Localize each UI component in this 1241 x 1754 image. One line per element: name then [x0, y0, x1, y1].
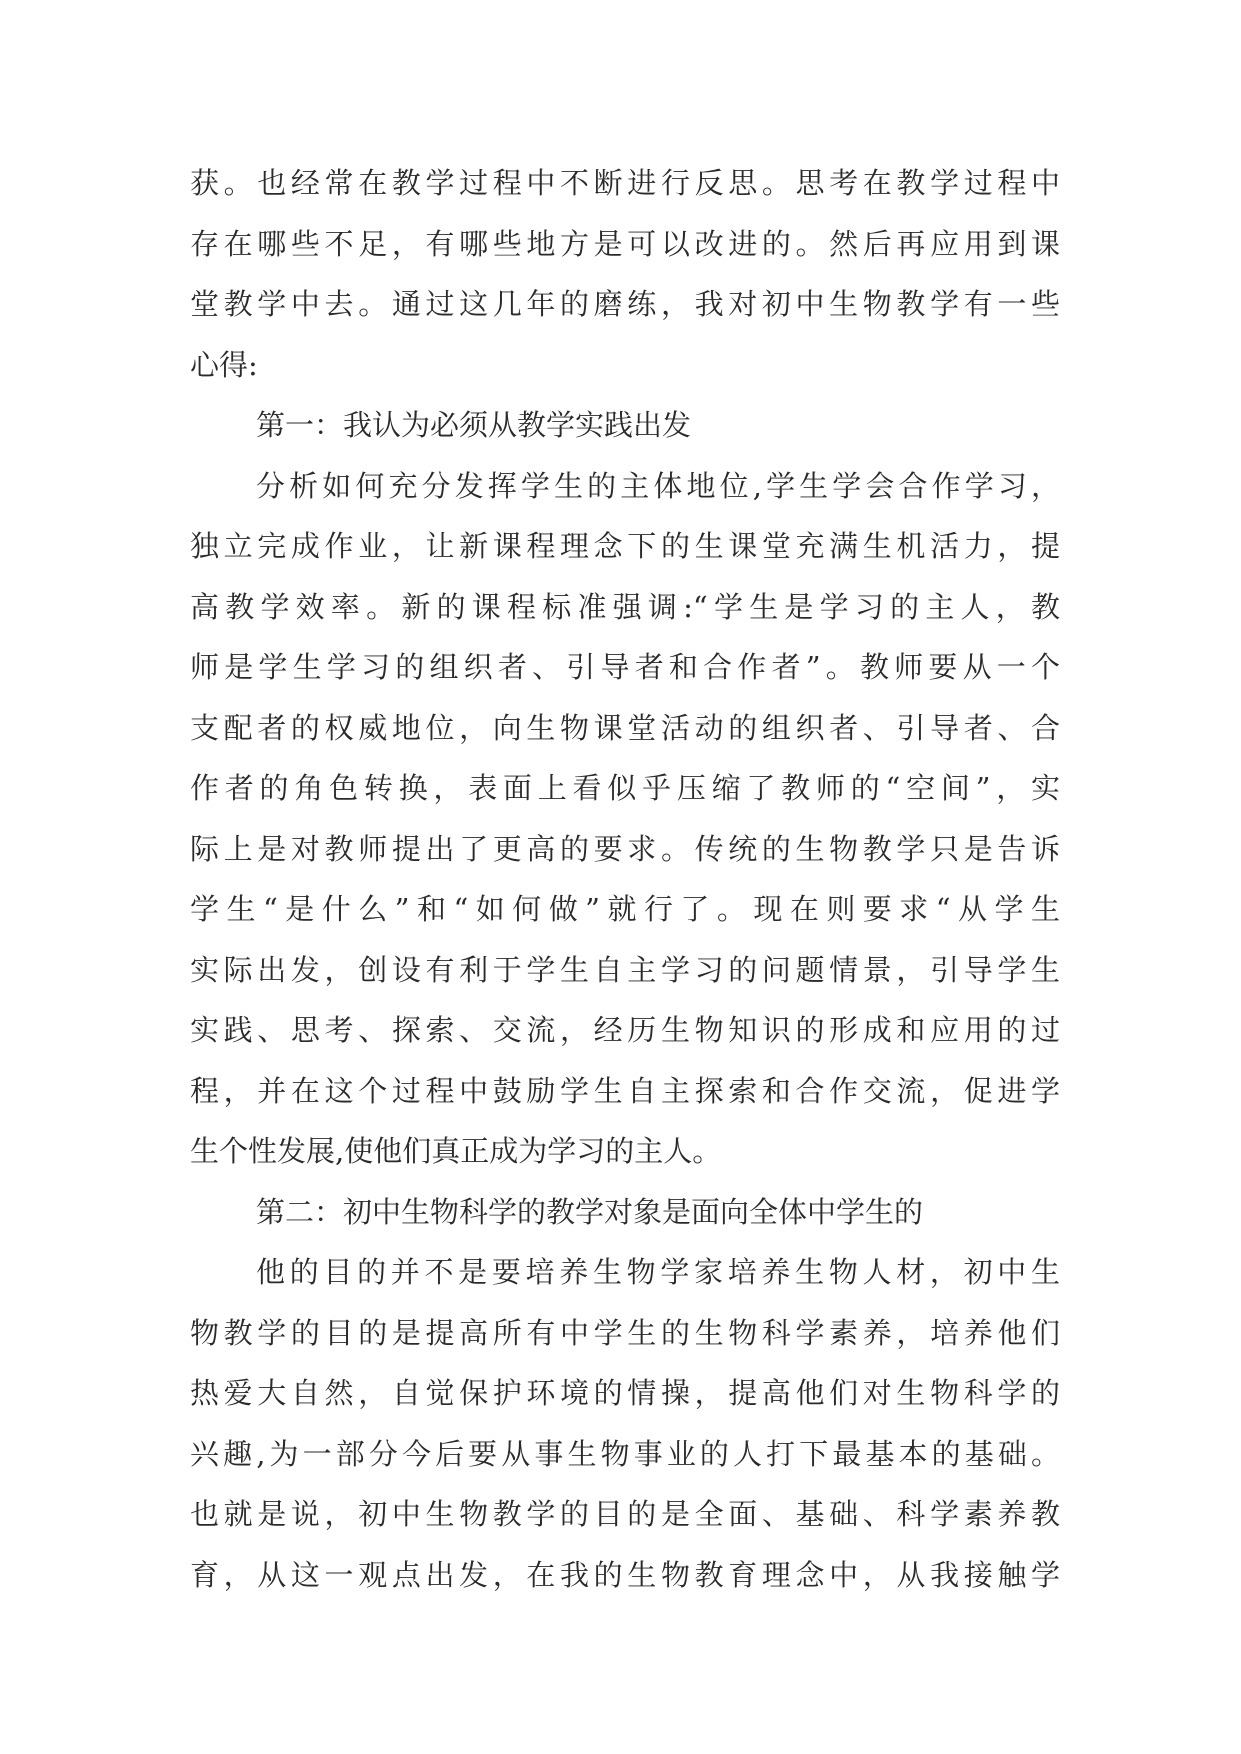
text-line: 第一：我认为必须从教学实践出发 — [256, 408, 692, 442]
document-body — [190, 153, 1060, 1605]
text-line: 程，并在这个过程中鼓励学生自主探索和合作交流，促进学 — [190, 1073, 1060, 1108]
text-line: 实际出发，创设有利于学生自主学习的问题情景，引导学生 — [190, 952, 1060, 987]
text-line: 高教学效率。新的课程标准强调:“学生是学习的主人，教 — [190, 589, 1060, 624]
text-line: 生个性发展,使他们真正成为学习的主人。 — [190, 1134, 722, 1168]
text-line: 实践、思考、探索、交流，经历生物知识的形成和应用的过 — [190, 1013, 1060, 1047]
text-line: 兴趣,为一部分今后要从事生物事业的人打下最基本的基础。 — [190, 1436, 1060, 1471]
text-line: 获。也经常在教学过程中不断进行反思。思考在教学过程中 — [190, 166, 1060, 200]
text-line: 际上是对教师提出了更高的要求。传统的生物教学只是告诉 — [190, 831, 1060, 866]
text-line: 存在哪些不足，有哪些地方是可以改进的。然后再应用到课 — [190, 226, 1060, 261]
text-line: 热爱大自然，自觉保护环境的情操，提高他们对生物科学的 — [190, 1376, 1060, 1410]
text-line: 心得: — [190, 347, 258, 382]
text-line: 作者的角色转换，表面上看似乎压缩了教师的“空间”，实 — [190, 771, 1060, 805]
text-line: 育，从这一观点出发，在我的生物教育理念中，从我接触学 — [190, 1557, 1060, 1592]
text-line: 物教学的目的是提高所有中学生的生物科学素养，培养他们 — [190, 1315, 1060, 1350]
text-line: 第二：初中生物科学的教学对象是面向全体中学生的 — [256, 1194, 924, 1229]
text-line: 独立完成作业，让新课程理念下的生课堂充满生机活力，提 — [190, 529, 1060, 563]
text-line: 也就是说，初中生物教学的目的是全面、基础、科学素养教 — [190, 1497, 1060, 1531]
text-line: 支配者的权威地位，向生物课堂活动的组织者、引导者、合 — [190, 710, 1060, 745]
text-line: 堂教学中去。通过这几年的磨练，我对初中生物教学有一些 — [190, 287, 1060, 321]
text-line: 他的目的并不是要培养生物学家培养生物人材，初中生 — [256, 1255, 1060, 1289]
text-line: 师是学生学习的组织者、引导者和合作者”。教师要从一个 — [190, 650, 1060, 684]
text-line: 学生“是什么”和“如何做”就行了。现在则要求“从学生 — [190, 892, 1060, 926]
text-line: 分析如何充分发挥学生的主体地位,学生学会合作学习， — [256, 468, 1060, 503]
